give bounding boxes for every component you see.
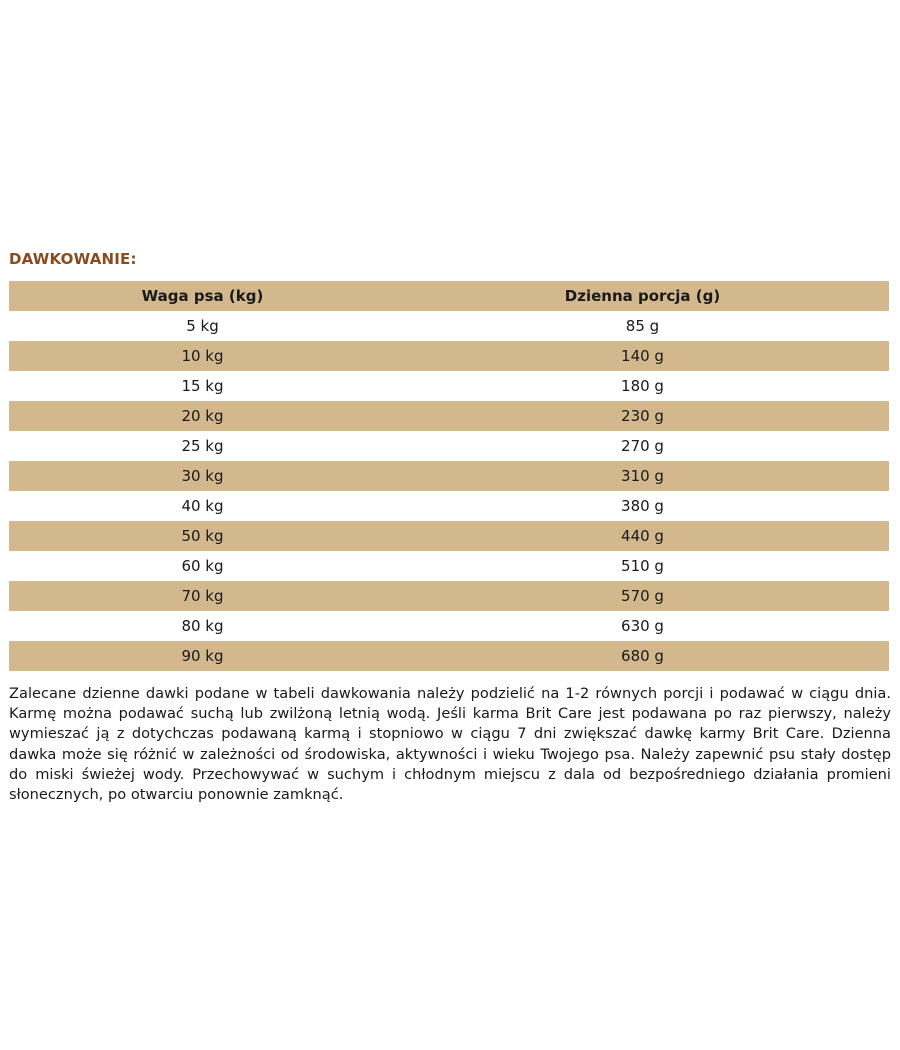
weight-cell: 15 kg <box>181 377 224 395</box>
portion-cell: 380 g <box>621 497 664 515</box>
table-row <box>9 521 889 551</box>
column-header-weight: Waga psa (kg) <box>141 287 264 305</box>
table-row <box>9 611 889 641</box>
weight-cell: 30 kg <box>181 467 224 485</box>
portion-cell: 570 g <box>621 587 664 605</box>
weight-cell: 5 kg <box>186 317 219 335</box>
table-row <box>9 371 889 401</box>
table-row <box>9 491 889 521</box>
portion-cell: 680 g <box>621 647 664 665</box>
table-row <box>9 461 889 491</box>
table-row <box>9 431 889 461</box>
weight-cell: 90 kg <box>181 647 224 665</box>
portion-cell: 85 g <box>625 317 660 335</box>
table-row <box>9 551 889 581</box>
table-row <box>9 341 889 371</box>
weight-cell: 70 kg <box>181 587 224 605</box>
portion-cell: 440 g <box>621 527 664 545</box>
portion-cell: 180 g <box>621 377 664 395</box>
weight-cell: 40 kg <box>181 497 224 515</box>
dosage-note: Zalecane dzienne dawki podane w tabeli dawkowania należy podzielić na 1-2 równych porcji i podawać w ciągu dnia. Karmę można podawać suchą lub zwilżoną letnią wodą. Jeśli karma Brit Care jest podawana po raz pierwszy, należy wymieszać ją z dotychczas podawaną karmą i stopniowo w ciągu 7 dni zwiększać dawkę karmy Brit Care. Dzienna dawka może się różnić w zależności od środowiska, aktywności i wieku Twojego psa. Należy zapewnić psu stały dostęp do miski świeżej wody. Przechowywać w suchym i chłodnym miejscu z dala od bezpośredniego działania promieni słonecznych, po otwarciu ponownie zamknąć. <box>9 685 891 804</box>
portion-cell: 310 g <box>621 467 664 485</box>
table-row <box>9 311 889 341</box>
dosage-table <box>9 281 889 671</box>
portion-cell: 270 g <box>621 437 664 455</box>
portion-cell: 140 g <box>621 347 664 365</box>
table-row <box>9 401 889 431</box>
portion-cell: 230 g <box>621 407 664 425</box>
dosage-section <box>9 248 889 671</box>
weight-cell: 25 kg <box>181 437 224 455</box>
portion-cell: 510 g <box>621 557 664 575</box>
weight-cell: 50 kg <box>181 527 224 545</box>
portion-cell: 630 g <box>621 617 664 635</box>
weight-cell: 10 kg <box>181 347 224 365</box>
column-header-portion: Dzienna porcja (g) <box>564 287 721 305</box>
table-row <box>9 581 889 611</box>
table-row <box>9 641 889 671</box>
weight-cell: 60 kg <box>181 557 224 575</box>
dosage-heading: DAWKOWANIE: <box>9 250 137 268</box>
weight-cell: 80 kg <box>181 617 224 635</box>
weight-cell: 20 kg <box>181 407 224 425</box>
table-header-row <box>9 281 889 311</box>
